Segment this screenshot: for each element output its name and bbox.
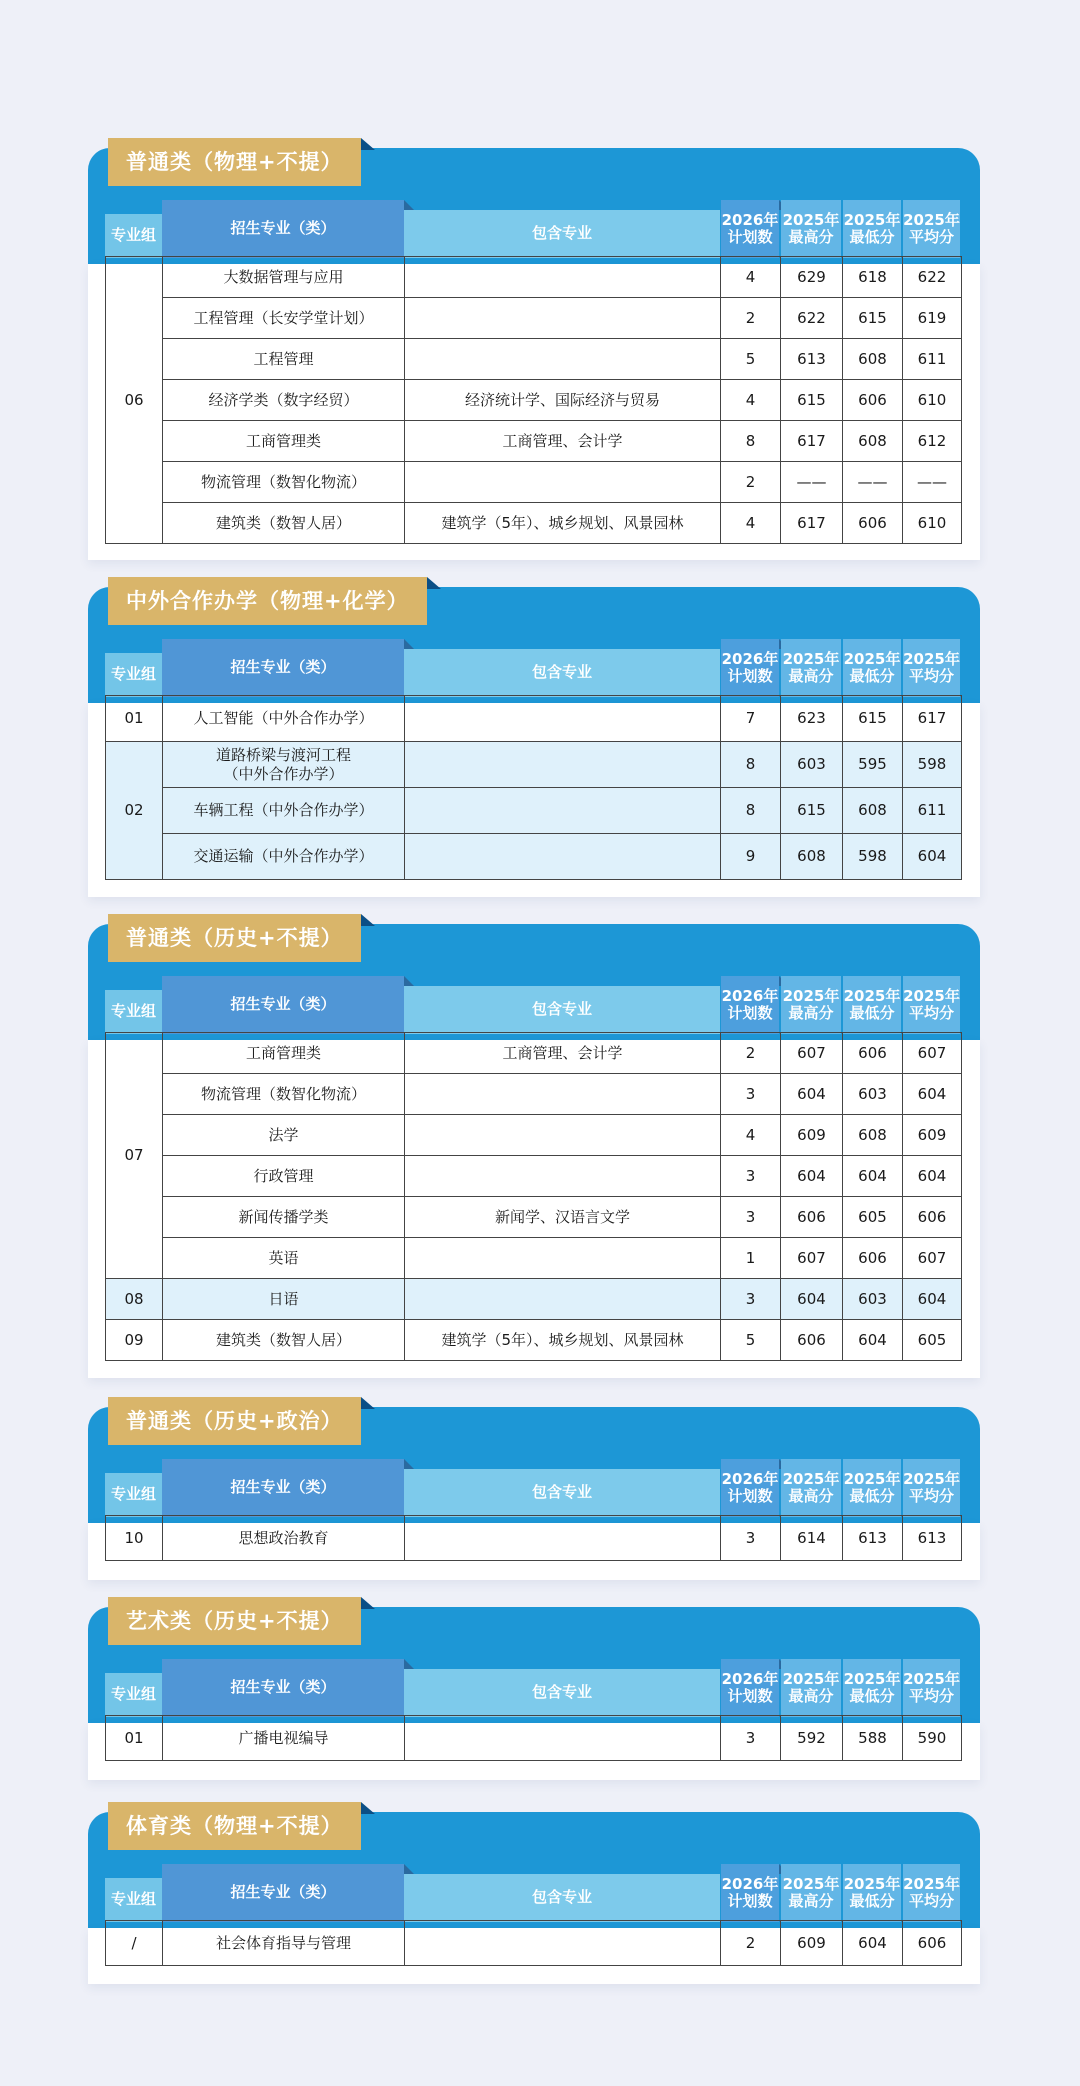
- major-cell: 工程管理（长安学堂计划）: [163, 298, 405, 339]
- includes-cell: 新闻学、汉语言文学: [405, 1197, 721, 1238]
- major-cell: 社会体育指导与管理: [163, 1921, 405, 1966]
- section-title: 普通类（历史+政治）: [108, 1397, 361, 1445]
- max-cell: 613: [781, 339, 843, 380]
- max-cell: 606: [781, 1320, 843, 1361]
- table-row: [106, 1516, 962, 1561]
- plan-cell: 3: [721, 1716, 781, 1761]
- major-cell: 工商管理类: [163, 421, 405, 462]
- major-cell: 物流管理（数智化物流）: [163, 1074, 405, 1115]
- major-cell: 新闻传播学类: [163, 1197, 405, 1238]
- table-row: [106, 1921, 962, 1966]
- group-cell: 07: [106, 1033, 163, 1279]
- min-cell: 588: [843, 1716, 903, 1761]
- max-cell: 615: [781, 380, 843, 421]
- max-cell: 617: [781, 503, 843, 544]
- avg-cell: 605: [903, 1320, 962, 1361]
- table-row: [106, 788, 962, 834]
- includes-cell: [405, 788, 721, 834]
- includes-cell: [405, 834, 721, 880]
- table-header: [105, 1659, 961, 1717]
- header-min: 2025年 最低分: [843, 1459, 901, 1517]
- table-row: [106, 1156, 962, 1197]
- group-cell: 01: [106, 696, 163, 742]
- header-includes: 包含专业: [404, 210, 720, 258]
- major-cell: 人工智能（中外合作办学）: [163, 696, 405, 742]
- max-cell: 608: [781, 834, 843, 880]
- header-max: 2025年 最高分: [781, 639, 841, 697]
- section-title: 中外合作办学（物理+化学）: [108, 577, 427, 625]
- plan-cell: 8: [721, 788, 781, 834]
- includes-cell: 工商管理、会计学: [405, 421, 721, 462]
- max-cell: 623: [781, 696, 843, 742]
- header-avg: 2025年 平均分: [903, 200, 960, 258]
- header-major: 招生专业（类）: [162, 1864, 404, 1922]
- header-includes: 包含专业: [404, 1669, 720, 1717]
- includes-cell: [405, 1921, 721, 1966]
- score-table: [105, 1515, 962, 1561]
- header-plan: 2026年 计划数: [721, 639, 779, 697]
- section-title: 普通类（物理+不提）: [108, 138, 361, 186]
- table-header: [105, 200, 961, 258]
- section-sino-foreign: [88, 587, 980, 897]
- major-cell: 车辆工程（中外合作办学）: [163, 788, 405, 834]
- header-plan: 2026年 计划数: [721, 1459, 779, 1517]
- group-cell: 01: [106, 1716, 163, 1761]
- avg-cell: 606: [903, 1921, 962, 1966]
- avg-cell: 610: [903, 380, 962, 421]
- major-cell: 大数据管理与应用: [163, 257, 405, 298]
- score-table: [105, 1032, 962, 1361]
- min-cell: 603: [843, 1074, 903, 1115]
- score-table: [105, 695, 962, 880]
- avg-cell: 598: [903, 742, 962, 788]
- major-cell: 建筑类（数智人居）: [163, 1320, 405, 1361]
- table-row: [106, 1115, 962, 1156]
- includes-cell: [405, 339, 721, 380]
- min-cell: 615: [843, 696, 903, 742]
- header-group: 专业组: [105, 1473, 162, 1517]
- section-sports: [88, 1812, 980, 1984]
- max-cell: 622: [781, 298, 843, 339]
- header-max: 2025年 最高分: [781, 1864, 841, 1922]
- min-cell: ——: [843, 462, 903, 503]
- group-cell: 06: [106, 257, 163, 544]
- table-row: [106, 1320, 962, 1361]
- min-cell: 615: [843, 298, 903, 339]
- min-cell: 606: [843, 380, 903, 421]
- header-plan: 2026年 计划数: [721, 1864, 779, 1922]
- major-cell: 交通运输（中外合作办学）: [163, 834, 405, 880]
- plan-cell: 3: [721, 1516, 781, 1561]
- min-cell: 603: [843, 1279, 903, 1320]
- plan-cell: 1: [721, 1238, 781, 1279]
- group-cell: 08: [106, 1279, 163, 1320]
- max-cell: 615: [781, 788, 843, 834]
- section-physics-general: [88, 148, 980, 560]
- major-cell: 行政管理: [163, 1156, 405, 1197]
- max-cell: 609: [781, 1115, 843, 1156]
- group-cell: /: [106, 1921, 163, 1966]
- max-cell: 604: [781, 1156, 843, 1197]
- includes-cell: [405, 1516, 721, 1561]
- header-plan: 2026年 计划数: [721, 976, 779, 1034]
- header-min: 2025年 最低分: [843, 1659, 901, 1717]
- plan-cell: 7: [721, 696, 781, 742]
- plan-cell: 2: [721, 1033, 781, 1074]
- max-cell: 592: [781, 1716, 843, 1761]
- section-art: [88, 1607, 980, 1780]
- header-major: 招生专业（类）: [162, 200, 404, 258]
- max-cell: 617: [781, 421, 843, 462]
- includes-cell: 建筑学（5年）、城乡规划、风景园林: [405, 1320, 721, 1361]
- table-row: [106, 1279, 962, 1320]
- plan-cell: 4: [721, 257, 781, 298]
- header-min: 2025年 最低分: [843, 1864, 901, 1922]
- score-table: [105, 256, 962, 544]
- major-cell: 英语: [163, 1238, 405, 1279]
- group-cell: 10: [106, 1516, 163, 1561]
- header-max: 2025年 最高分: [781, 976, 841, 1034]
- min-cell: 618: [843, 257, 903, 298]
- min-cell: 598: [843, 834, 903, 880]
- min-cell: 604: [843, 1320, 903, 1361]
- min-cell: 606: [843, 1033, 903, 1074]
- max-cell: 606: [781, 1197, 843, 1238]
- header-avg: 2025年 平均分: [903, 1459, 960, 1517]
- table-row: [106, 462, 962, 503]
- group-cell: 09: [106, 1320, 163, 1361]
- header-includes: 包含专业: [404, 1874, 720, 1922]
- header-major: 招生专业（类）: [162, 976, 404, 1034]
- avg-cell: 604: [903, 1156, 962, 1197]
- header-min: 2025年 最低分: [843, 976, 901, 1034]
- min-cell: 606: [843, 503, 903, 544]
- section-title: 体育类（物理+不提）: [108, 1802, 361, 1850]
- table-row: [106, 1716, 962, 1761]
- header-max: 2025年 最高分: [781, 1459, 841, 1517]
- includes-cell: [405, 1115, 721, 1156]
- max-cell: ——: [781, 462, 843, 503]
- major-cell: 工商管理类: [163, 1033, 405, 1074]
- max-cell: 603: [781, 742, 843, 788]
- includes-cell: [405, 257, 721, 298]
- includes-cell: [405, 462, 721, 503]
- includes-cell: 工商管理、会计学: [405, 1033, 721, 1074]
- header-plan: 2026年 计划数: [721, 1659, 779, 1717]
- avg-cell: 604: [903, 1074, 962, 1115]
- avg-cell: 590: [903, 1716, 962, 1761]
- avg-cell: 610: [903, 503, 962, 544]
- table-row: [106, 834, 962, 880]
- plan-cell: 3: [721, 1156, 781, 1197]
- includes-cell: [405, 696, 721, 742]
- header-group: 专业组: [105, 214, 162, 258]
- max-cell: 604: [781, 1279, 843, 1320]
- major-cell: 建筑类（数智人居）: [163, 503, 405, 544]
- min-cell: 608: [843, 1115, 903, 1156]
- min-cell: 604: [843, 1921, 903, 1966]
- table-row: [106, 257, 962, 298]
- avg-cell: 622: [903, 257, 962, 298]
- plan-cell: 2: [721, 298, 781, 339]
- min-cell: 595: [843, 742, 903, 788]
- avg-cell: 607: [903, 1033, 962, 1074]
- avg-cell: 611: [903, 788, 962, 834]
- plan-cell: 3: [721, 1279, 781, 1320]
- header-includes: 包含专业: [404, 1469, 720, 1517]
- avg-cell: 612: [903, 421, 962, 462]
- avg-cell: 617: [903, 696, 962, 742]
- section-title: 艺术类（历史+不提）: [108, 1597, 361, 1645]
- plan-cell: 4: [721, 380, 781, 421]
- table-header: [105, 976, 961, 1034]
- table-row: [106, 742, 962, 788]
- max-cell: 609: [781, 1921, 843, 1966]
- header-min: 2025年 最低分: [843, 639, 901, 697]
- score-table: [105, 1715, 962, 1761]
- header-avg: 2025年 平均分: [903, 1864, 960, 1922]
- table-header: [105, 1459, 961, 1517]
- avg-cell: 619: [903, 298, 962, 339]
- includes-cell: [405, 1156, 721, 1197]
- group-cell: 02: [106, 742, 163, 880]
- header-major: 招生专业（类）: [162, 639, 404, 697]
- avg-cell: 604: [903, 834, 962, 880]
- plan-cell: 2: [721, 462, 781, 503]
- includes-cell: [405, 298, 721, 339]
- avg-cell: 613: [903, 1516, 962, 1561]
- header-max: 2025年 最高分: [781, 1659, 841, 1717]
- header-group: 专业组: [105, 990, 162, 1034]
- plan-cell: 4: [721, 503, 781, 544]
- major-cell: 物流管理（数智化物流）: [163, 462, 405, 503]
- header-major: 招生专业（类）: [162, 1659, 404, 1717]
- includes-cell: [405, 1716, 721, 1761]
- avg-cell: ——: [903, 462, 962, 503]
- major-cell: 法学: [163, 1115, 405, 1156]
- min-cell: 608: [843, 339, 903, 380]
- table-header: [105, 639, 961, 697]
- table-row: [106, 298, 962, 339]
- header-group: 专业组: [105, 1878, 162, 1922]
- max-cell: 604: [781, 1074, 843, 1115]
- table-header: [105, 1864, 961, 1922]
- header-max: 2025年 最高分: [781, 200, 841, 258]
- section-history-politics: [88, 1407, 980, 1580]
- min-cell: 613: [843, 1516, 903, 1561]
- table-row: [106, 1074, 962, 1115]
- header-includes: 包含专业: [404, 649, 720, 697]
- section-history-general: [88, 924, 980, 1378]
- header-avg: 2025年 平均分: [903, 1659, 960, 1717]
- includes-cell: [405, 742, 721, 788]
- header-plan: 2026年 计划数: [721, 200, 779, 258]
- table-row: [106, 1238, 962, 1279]
- table-row: [106, 1033, 962, 1074]
- plan-cell: 8: [721, 742, 781, 788]
- includes-cell: [405, 1279, 721, 1320]
- plan-cell: 5: [721, 339, 781, 380]
- header-group: 专业组: [105, 1673, 162, 1717]
- max-cell: 607: [781, 1238, 843, 1279]
- table-row: [106, 339, 962, 380]
- major-cell: 工程管理: [163, 339, 405, 380]
- includes-cell: 建筑学（5年）、城乡规划、风景园林: [405, 503, 721, 544]
- includes-cell: 经济统计学、国际经济与贸易: [405, 380, 721, 421]
- plan-cell: 4: [721, 1115, 781, 1156]
- table-row: [106, 1197, 962, 1238]
- section-title: 普通类（历史+不提）: [108, 914, 361, 962]
- plan-cell: 9: [721, 834, 781, 880]
- header-avg: 2025年 平均分: [903, 639, 960, 697]
- includes-cell: [405, 1074, 721, 1115]
- major-cell: 思想政治教育: [163, 1516, 405, 1561]
- table-row: [106, 380, 962, 421]
- min-cell: 608: [843, 788, 903, 834]
- plan-cell: 5: [721, 1320, 781, 1361]
- table-row: [106, 421, 962, 462]
- header-group: 专业组: [105, 653, 162, 697]
- plan-cell: 3: [721, 1197, 781, 1238]
- plan-cell: 3: [721, 1074, 781, 1115]
- major-cell: 经济学类（数字经贸）: [163, 380, 405, 421]
- table-row: [106, 503, 962, 544]
- plan-cell: 2: [721, 1921, 781, 1966]
- min-cell: 608: [843, 421, 903, 462]
- header-min: 2025年 最低分: [843, 200, 901, 258]
- major-cell: 广播电视编导: [163, 1716, 405, 1761]
- plan-cell: 8: [721, 421, 781, 462]
- header-major: 招生专业（类）: [162, 1459, 404, 1517]
- min-cell: 606: [843, 1238, 903, 1279]
- max-cell: 629: [781, 257, 843, 298]
- avg-cell: 611: [903, 339, 962, 380]
- min-cell: 604: [843, 1156, 903, 1197]
- major-cell: 日语: [163, 1279, 405, 1320]
- avg-cell: 606: [903, 1197, 962, 1238]
- max-cell: 614: [781, 1516, 843, 1561]
- max-cell: 607: [781, 1033, 843, 1074]
- min-cell: 605: [843, 1197, 903, 1238]
- includes-cell: [405, 1238, 721, 1279]
- major-cell: 道路桥梁与渡河工程（中外合作办学）: [163, 742, 405, 788]
- header-avg: 2025年 平均分: [903, 976, 960, 1034]
- score-table: [105, 1920, 962, 1966]
- avg-cell: 607: [903, 1238, 962, 1279]
- header-includes: 包含专业: [404, 986, 720, 1034]
- avg-cell: 604: [903, 1279, 962, 1320]
- avg-cell: 609: [903, 1115, 962, 1156]
- table-row: [106, 696, 962, 742]
